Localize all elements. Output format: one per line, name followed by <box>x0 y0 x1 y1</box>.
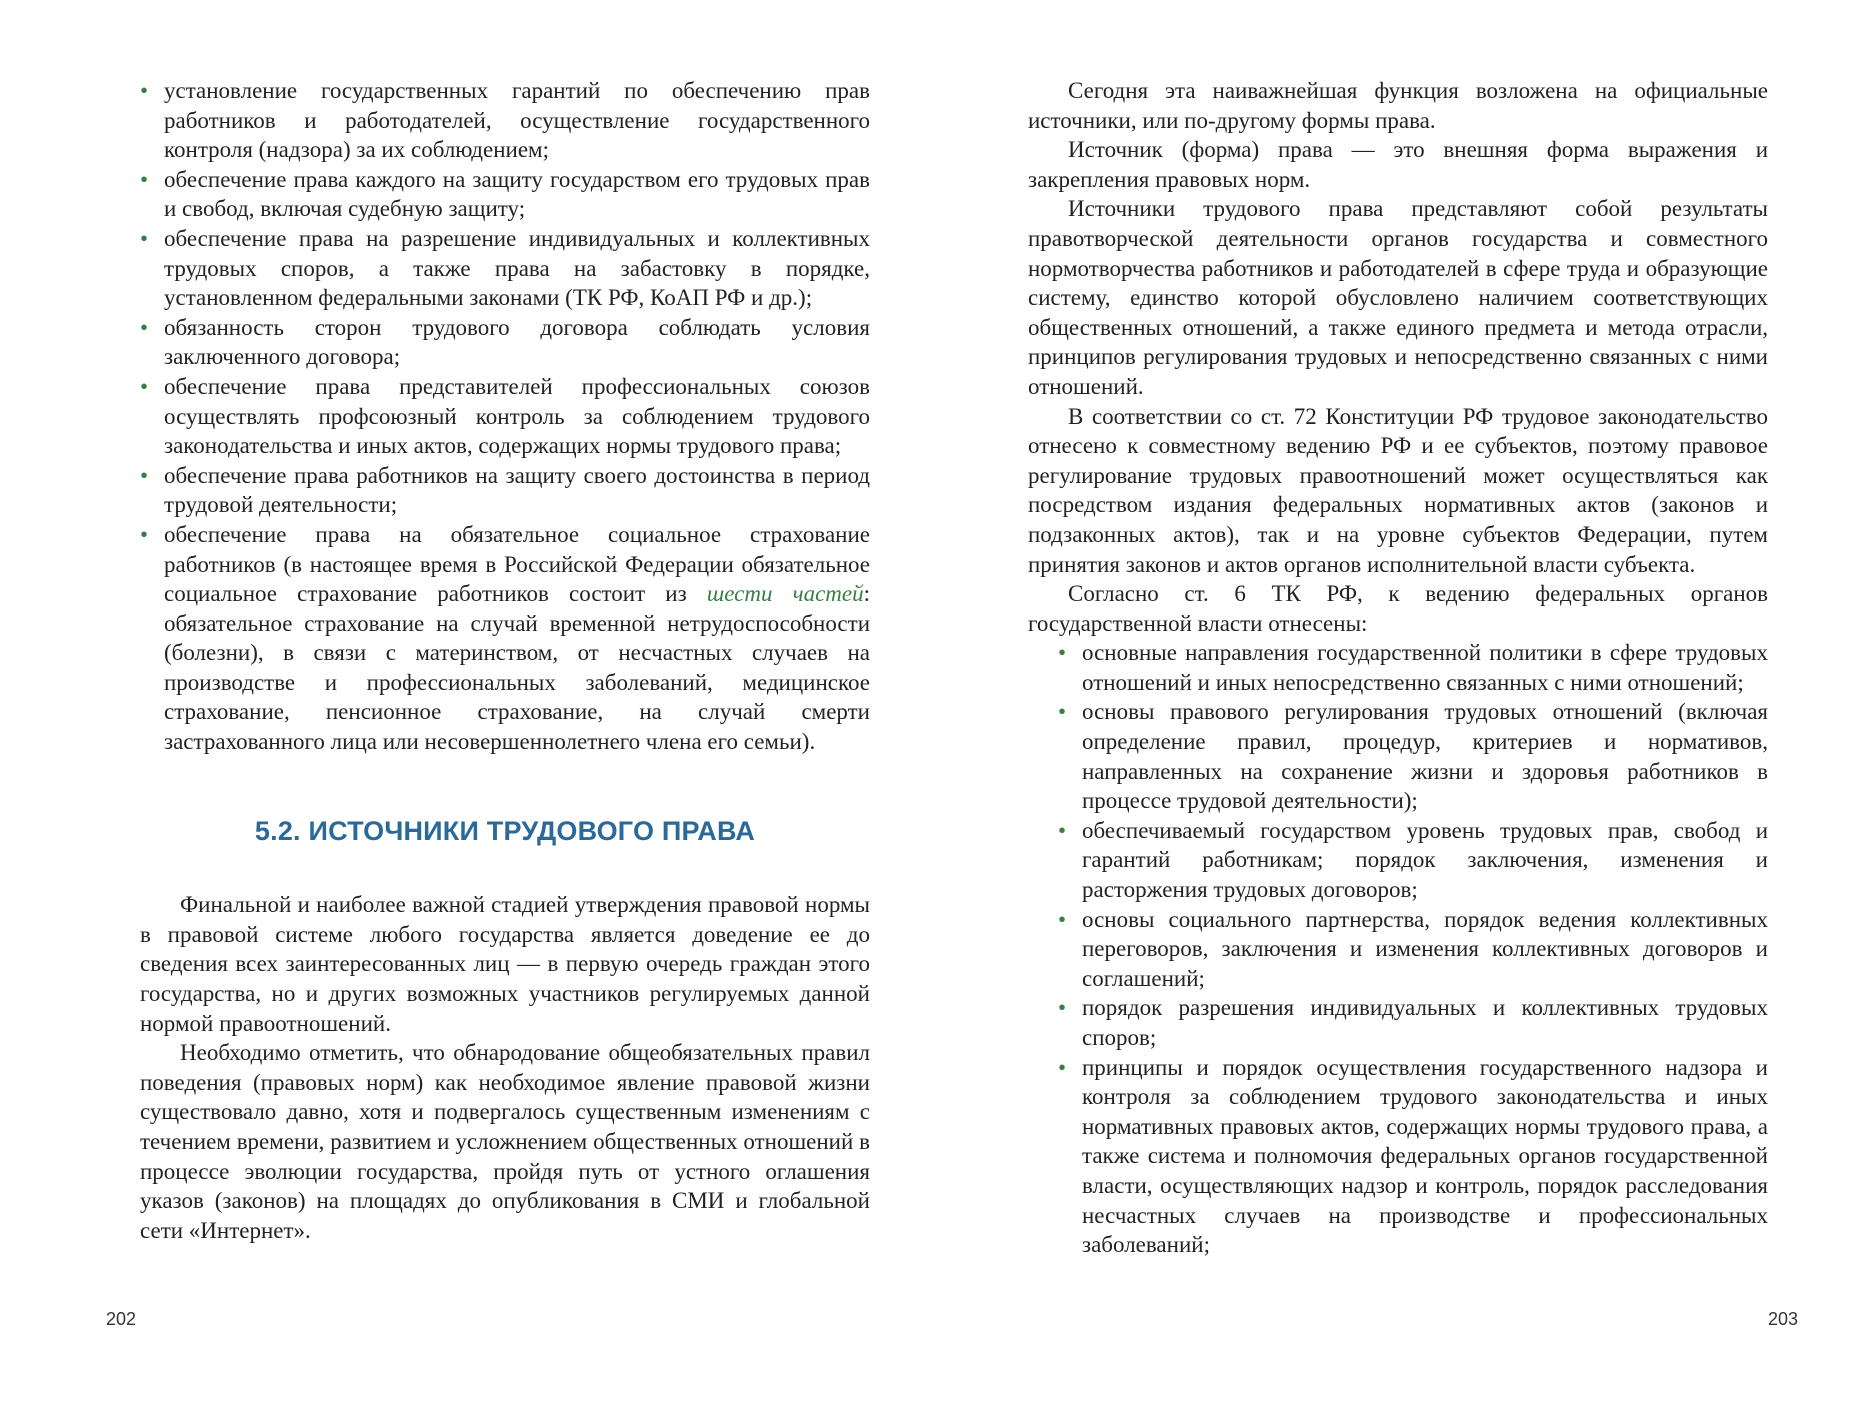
list-item: • основы социального партнерства, порядок ведения коллективных переговоров, заключения и изменения коллективных договоров и соглашений; <box>1058 905 1768 994</box>
list-item: • обеспечение права работников на защиту своего достоинства в период трудовой деятельности; <box>140 461 870 520</box>
list-item: • порядок разрешения индивидуальных и коллективных трудовых споров; <box>1058 993 1768 1052</box>
left-column <box>140 76 870 1245</box>
list-item: • основы правового регулирования трудовых отношений (включая определение правил, процедур, критериев и нормативов, направленных на сохранение жизни и здоровья работников в процессе трудовой деятельности); <box>1058 697 1768 815</box>
paragraph: Источники трудового права представляют собой результаты правотворческой деятельности органов государства и совместного нормотворчества работников и работодателей в сфере труда и образующие систему, единство которой обусловлено наличием соответствующих общественных отношений, а также единого предмета и метода отрасли, принципов регулирования трудовых и непосредственно связанных с ними отношений. <box>1028 196 1768 399</box>
page-number-left: 202 <box>106 1309 137 1329</box>
list-item: • основные направления государственной политики в сфере трудовых отношений и иных непосредственно связанных с ними отношений; <box>1058 638 1768 697</box>
insurance-text-before: обеспечение права на обязательное социальное страхование работников (в настоящее время в Российской Федерации обязательное социальное страхование работников состоит из <box>164 521 870 607</box>
page-number-right: 203 <box>1768 1309 1799 1329</box>
list-item: • обязанность сторон трудового договора соблюдать условия заключенного договора; <box>140 313 870 372</box>
list-item: • обеспечение права представителей профессиональных союзов осуществлять профсоюзный контроль за соблюдением трудового законодательства и иных актов, содержащих нормы трудового права; <box>140 372 870 461</box>
right-column <box>1028 76 1768 1260</box>
list-item-insurance <box>140 520 870 757</box>
section-heading: 5.2. ИСТОЧНИКИ ТРУДОВОГО ПРАВА <box>254 815 756 846</box>
right-bullet-list <box>1058 638 1768 1259</box>
list-item: • обеспечение права на разрешение индивидуальных и коллективных трудовых споров, а также права на забастовку в порядке, установленном федеральными законами (ТК РФ, КоАП РФ и др.); <box>140 224 870 313</box>
paragraph: Финальной и наиболее важной стадией утверждения правовой нормы в правовой системе любого государства является доведение ее до сведения всех заинтересованных лиц — в первую очередь граждан этого государства, но и других возможных участников регулируемых данной нормой правоотношений. <box>140 892 870 1036</box>
list-item: • обеспечение права каждого на защиту государством его трудовых прав и свобод, включая судебную защиту; <box>140 165 870 224</box>
list-item: • обеспечиваемый государством уровень трудовых прав, свобод и гарантий работникам; порядок заключения, изменения и расторжения трудовых договоров; <box>1058 816 1768 905</box>
list-item: • установление государственных гарантий по обеспечению прав работников и работодателей, осуществление государственного контроля (надзора) за их соблюдением; <box>140 76 870 165</box>
paragraph: В соответствии со ст. 72 Конституции РФ трудовое законодательство отнесено к совместному ведению РФ и ее субъектов, поэтому правовое регулирование трудовых правоотношений может осуществляться как посредством издания федеральных нормативных актов (законов и подзаконных актов), так и на уровне субъектов Федерации, путем принятия законов и актов органов исполнительной власти субъекта. <box>1028 403 1768 577</box>
paragraph: Необходимо отметить, что обнародование общеобязательных правил поведения (правовых норм) как необходимое явление правовой жизни существовало давно, хотя и подвергалось существенным изменениям с течением времени, развитием и усложнением общественных отношений в процессе эволюции государства, пройдя путь от устного оглашения указов (законов) на площадях до опубликования в СМИ и глобальной сети «Интернет». <box>140 1040 870 1243</box>
paragraph: Сегодня эта наиважнейшая функция возложена на официальные источники, или по-другому формы права. <box>1028 78 1768 133</box>
term-six-parts: шести частей <box>706 581 864 607</box>
paragraph: Согласно ст. 6 ТК РФ, к ведению федеральных органов государственной власти отнесены: <box>1028 581 1768 636</box>
right-page <box>936 0 1872 1422</box>
insurance-text-after: : обязательное страхование на случай временной нетрудоспособности (болезни), в связи с материнством, от несчастных случаев на производстве и профессиональных заболеваний, медицинское страхование, пенсионное страхование, на случай смерти застрахованного лица или несовершеннолетнего члена его семьи). <box>164 581 870 755</box>
list-item: • принципы и порядок осуществления государственного надзора и контроля за соблюдением трудового законодательства и иных нормативных правовых актов, содержащих нормы трудового права, а также система и полномочия федеральных органов государственной власти, осуществляющих надзор и контроль, порядок расследования несчастных случаев на производстве и профессиональных заболеваний; <box>1058 1053 1768 1260</box>
left-bullet-list <box>140 76 870 757</box>
paragraph: Источник (форма) права — это внешняя форма выражения и закрепления правовых норм. <box>1028 137 1768 192</box>
